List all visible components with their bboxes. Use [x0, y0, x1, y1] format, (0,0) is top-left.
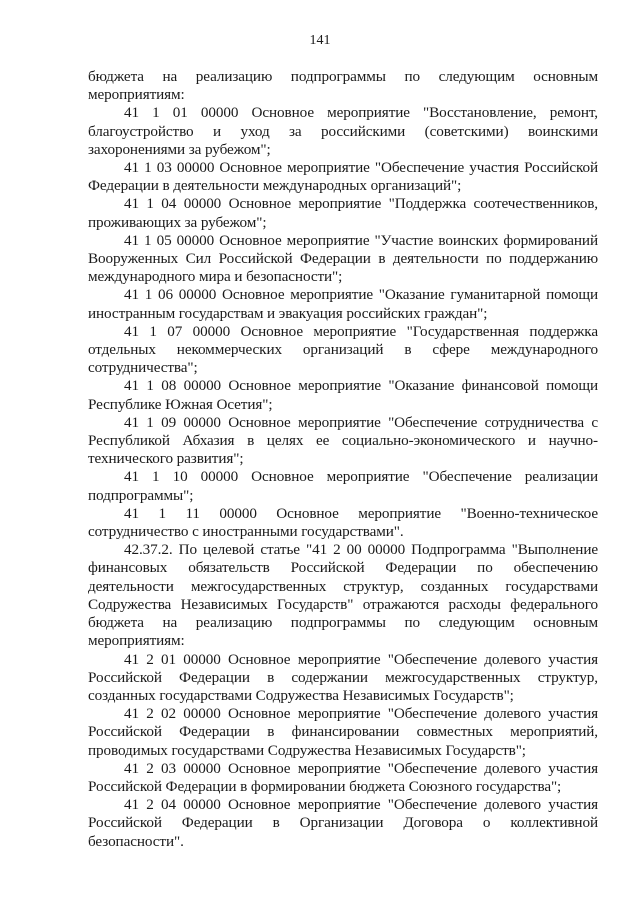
paragraph: 41 1 11 00000 Основное мероприятие "Военно-техническое сотрудничество с иностранными государствами". — [88, 504, 598, 541]
paragraph: 41 1 04 00000 Основное мероприятие "Поддержка соотечественников, проживающих за рубежом"; — [88, 195, 598, 231]
paragraph: 41 2 04 00000 Основное мероприятие "Обеспечение долевого участия Российской Федерации в Организации Договора о коллективной безопасности". — [88, 796, 598, 850]
paragraph: 41 1 07 00000 Основное мероприятие "Государственная поддержка отдельных некоммерческих организаций в сфере международного сотрудничества"; — [88, 322, 598, 377]
paragraph: 41 1 06 00000 Основное мероприятие "Оказание гуманитарной помощи иностранным государствам и эвакуация российских граждан"; — [88, 286, 598, 322]
paragraph: 41 1 09 00000 Основное мероприятие "Обеспечение сотрудничества с Республикой Абхазия в целях ее социально-экономического и научно-технического развития"; — [88, 413, 598, 468]
document-body — [88, 68, 598, 851]
paragraph: 41 2 01 00000 Основное мероприятие "Обеспечение долевого участия Российской Федерации в содержании межгосударственных структур, созданных государствами Содружества Независимых Государств"; — [88, 650, 598, 704]
paragraph: 42.37.2. По целевой статье "41 2 00 00000 Подпрограмма "Выполнение финансовых обязательств Российской Федерации по обеспечению деятельности межгосударственных структур, созданных государствами Содружества Независимых Государств" отражаются расходы федерального бюджета на реализацию подпрограммы по следующим основным мероприятиям: — [88, 541, 598, 650]
paragraph: 41 1 10 00000 Основное мероприятие "Обеспечение реализации подпрограммы"; — [88, 468, 598, 504]
page-number: 141 — [309, 33, 331, 48]
paragraph: 41 1 08 00000 Основное мероприятие "Оказание финансовой помощи Республике Южная Осетия"; — [88, 377, 598, 413]
paragraph: 41 1 01 00000 Основное мероприятие "Восстановление, ремонт, благоустройство и уход за российскими (советскими) воинскими захоронениями за рубежом"; — [88, 104, 598, 158]
paragraph: бюджета на реализацию подпрограммы по следующим основным мероприятиям: — [88, 68, 598, 104]
paragraph: 41 1 03 00000 Основное мероприятие "Обеспечение участия Российской Федерации в деятельности международных организаций"; — [88, 159, 598, 195]
paragraph: 41 1 05 00000 Основное мероприятие "Участие воинских формирований Вооруженных Сил Российской Федерации в деятельности по поддержанию международного мира и безопасности"; — [88, 231, 598, 286]
paragraph: 41 2 02 00000 Основное мероприятие "Обеспечение долевого участия Российской Федерации в финансировании совместных мероприятий, проводимых государствами Содружества Независимых Государств"; — [88, 705, 598, 759]
paragraph: 41 2 03 00000 Основное мероприятие "Обеспечение долевого участия Российской Федерации в формировании бюджета Союзного государства"; — [88, 759, 598, 795]
